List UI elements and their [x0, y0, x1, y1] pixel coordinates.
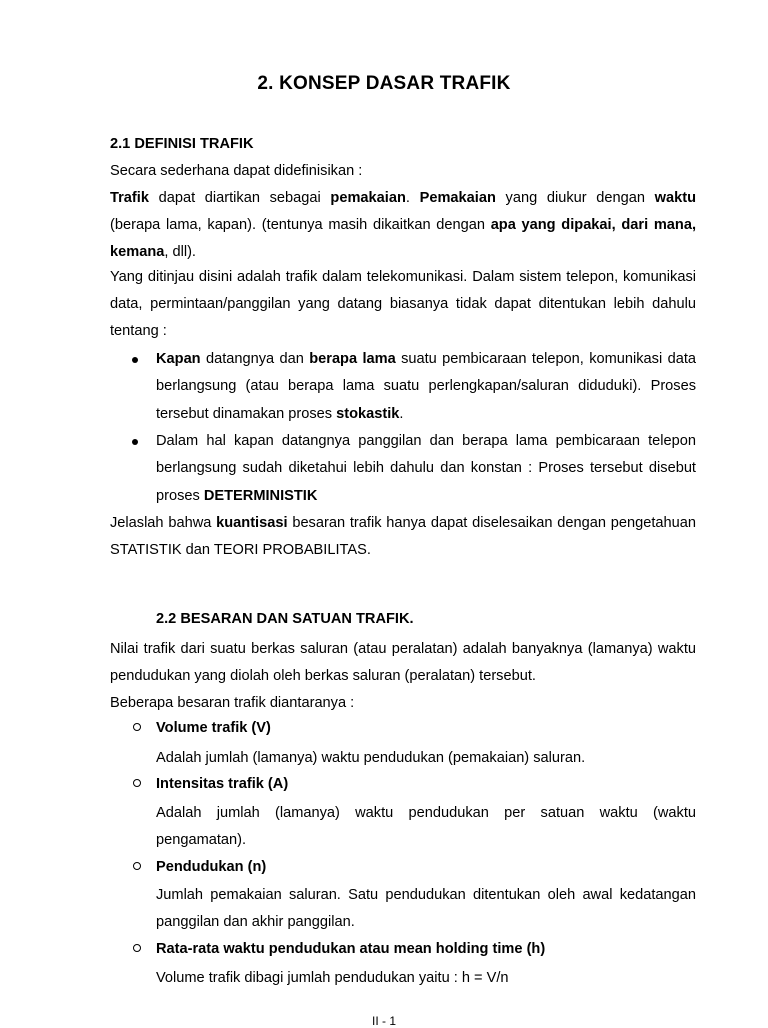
section-2-1-heading: 2.1 DEFINISI TRAFIK [110, 136, 254, 152]
section-2-2-heading: 2.2 BESARAN DAN SATUAN TRAFIK. [156, 611, 414, 627]
circle-bullet-icon [133, 944, 141, 952]
list-item-description: Volume trafik dibagi jumlah pendudukan yaitu : h = V/n [156, 970, 509, 986]
section-2-1-paragraph-2: Yang ditinjau disini adalah trafik dalam telekomunikasi. Dalam sistem telepon, komunikasi data, permintaan/panggilan yang datang biasanya tidak dapat ditentukan lebih dahulu tentang : [110, 269, 696, 339]
section-2-2-paragraph-1: Nilai trafik dari suatu berkas saluran (atau peralatan) adalah banyaknya (lamanya) waktu pendudukan yang diolah oleh berkas saluran (peralatan) tersebut. [110, 641, 696, 684]
list-item-mean-holding-time: Rata-rata waktu pendudukan atau mean holding time (h) [110, 938, 696, 960]
circle-bullet-icon [133, 779, 141, 787]
bullet-text: Kapan datangnya dan berapa lama suatu pembicaraan telepon, komunikasi data berlangsung (atau berapa lama suatu perlengkapan/saluran diduduki). Proses tersebut dinamakan proses stokastik. [156, 351, 696, 422]
list-item-description: Adalah jumlah (lamanya) waktu pendudukan (pemakaian) saluran. [156, 750, 586, 766]
section-2-1-paragraph-3: Jelaslah bahwa kuantisasi besaran trafik hanya dapat diselesaikan dengan pengetahuan STATISTIK dan TEORI PROBABILITAS. [110, 515, 696, 558]
bullet-item-stokastik [110, 346, 696, 428]
bullet-item-deterministik [110, 428, 696, 510]
section-2-1-paragraph-1: Trafik dapat diartikan sebagai pemakaian. Pemakaian yang diukur dengan waktu (berapa lama, kapan). (tentunya masih dikaitkan dengan apa yang dipakai, dari mana, kemana, dll). [110, 190, 697, 260]
list-item-intensitas-trafik: Intensitas trafik (A) [110, 773, 696, 795]
list-item-pendudukan: Pendudukan (n) [110, 856, 696, 878]
bullet-icon [132, 439, 138, 445]
section-2-2-paragraph-2: Beberapa besaran trafik diantaranya : [110, 695, 355, 711]
circle-bullet-icon [133, 723, 141, 731]
list-item-volume-trafik: Volume trafik (V) [110, 717, 696, 739]
section-2-1-intro: Secara sederhana dapat didefinisikan : [110, 163, 363, 179]
chapter-title: 2. KONSEP DASAR TRAFIK [257, 73, 511, 94]
term-trafik: Trafik [110, 190, 149, 206]
bullet-text: Dalam hal kapan datangnya panggilan dan berapa lama pembicaraan telepon berlangsung sudah diketahui lebih dahulu dan konstan : Proses tersebut disebut proses DETERMINISTIK [156, 433, 696, 504]
bullet-icon [132, 357, 138, 363]
list-item-description: Adalah jumlah (lamanya) waktu pendudukan per satuan waktu (waktu pengamatan). [156, 805, 696, 849]
page-number: II - 1 [371, 1014, 396, 1028]
circle-bullet-icon [133, 862, 141, 870]
list-item-description: Jumlah pemakaian saluran. Satu pendudukan ditentukan oleh awal kedatangan panggilan dan akhir panggilan. [156, 887, 696, 931]
